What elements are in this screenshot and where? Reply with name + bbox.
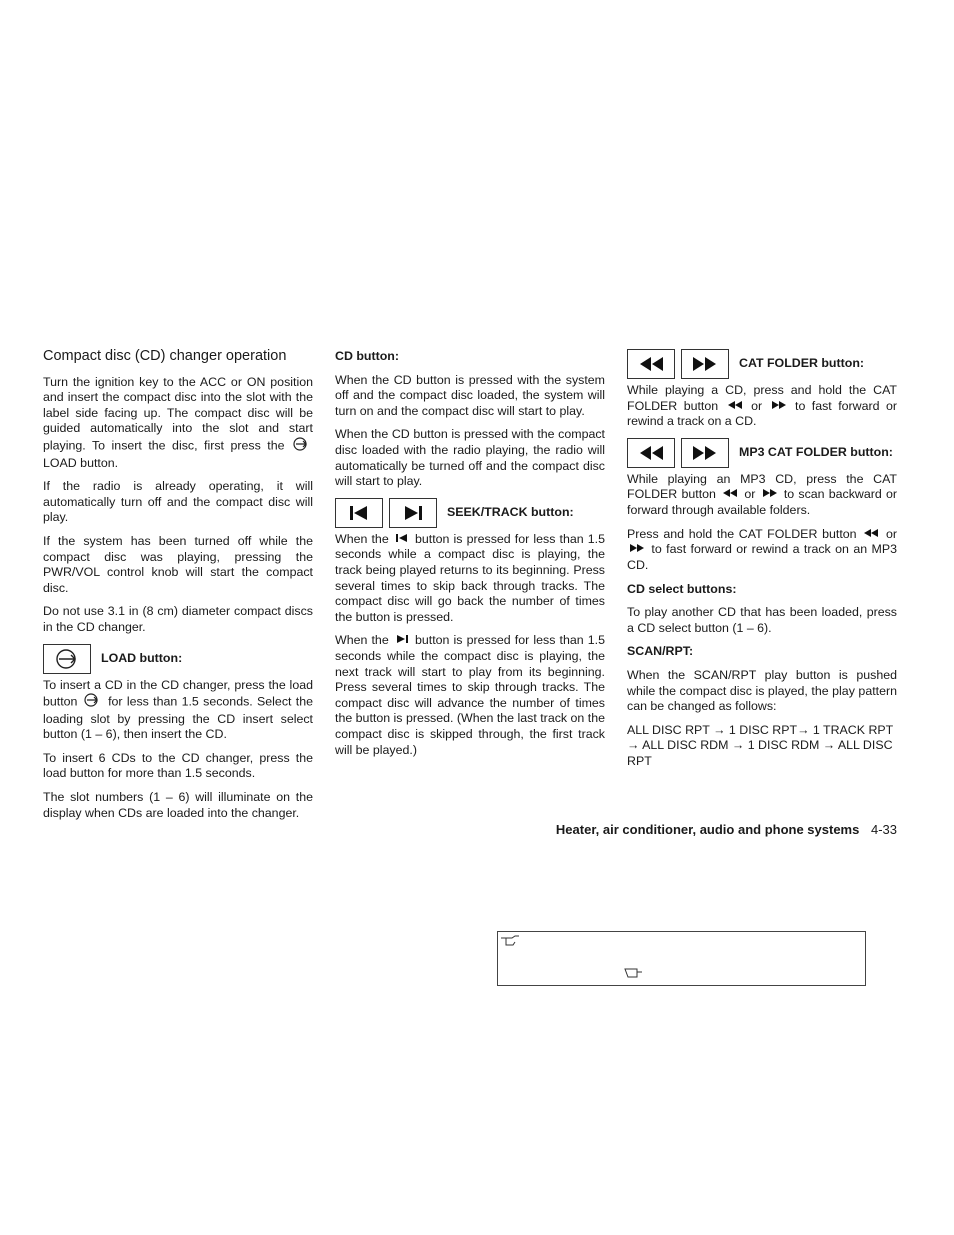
fast-forward-icon: [771, 399, 787, 415]
footer-section-title: Heater, air conditioner, audio and phone systems: [555, 822, 860, 837]
skip-back-icon: [395, 532, 409, 548]
cat-folder-label: CAT FOLDER button:: [739, 356, 865, 371]
seek-button-label: SEEK/TRACK button:: [447, 504, 574, 519]
pointing-hand-icon: [500, 933, 520, 952]
paragraph-insert: Turn the ignition key to the ACC or ON position and insert the compact disc into the slot with the label side facing up. The compact disc will be guided automatically into the slot and start playing. To insert the disc, first press the LOAD button.: [43, 374, 313, 470]
load-icon: [293, 437, 311, 456]
fast-forward-icon: [629, 542, 645, 558]
rewind-icon: [863, 527, 879, 543]
skip-forward-button-image: [389, 498, 437, 528]
paragraph: When the SCAN/RPT play button is pushed while the compact disc is played, the play pattern can be changed as follows:: [627, 668, 897, 714]
paragraph-seek-forward: When the button is pressed for less than 1.5 seconds while the compact disc is playing, the next track will start to play from its beginning. Press several times to skip through tracks. The compact disc will advance the number of times the button is pressed. (When the last track on the compact disc is skipped through, the first track will be played.): [335, 633, 605, 757]
mp3-cat-folder-heading: [627, 438, 897, 468]
column-right: [627, 349, 897, 778]
load-button-image: [43, 644, 91, 674]
load-button-heading: [43, 644, 313, 674]
skip-forward-icon: [395, 633, 409, 649]
paragraph: When the CD button is pressed with the system off and the compact disc loaded, the system will turn on and the compact disc will start to play.: [335, 372, 605, 418]
page-number: 4-33: [870, 822, 897, 837]
cat-folder-heading: [627, 349, 897, 379]
paragraph-mp3-folder: While playing an MP3 CD, press the CAT FOLDER button or to scan backward or forward through available folders.: [627, 471, 897, 518]
paragraph-load: To insert a CD in the CD changer, press the load button for less than 1.5 seconds. Select the loading slot by pressing the CD insert select button (1 – 6), then insert the CD.: [43, 677, 313, 742]
paragraph-seek-back: When the button is pressed for less than 1.5 seconds while a compact disc is playing, the track being played returns to its beginning. Press several times to skip back through tracks. The compact disc will go back the number of times the button is pressed.: [335, 531, 605, 624]
rewind-button-image: [627, 438, 675, 468]
load-button-label: LOAD button:: [101, 650, 183, 665]
paragraph: Do not use 3.1 in (8 cm) diameter compact discs in the CD changer.: [43, 604, 313, 634]
section-title: Compact disc (CD) changer operation: [43, 348, 287, 364]
fast-forward-icon: [762, 487, 778, 503]
paragraph-pattern: ALL DISC RPT → 1 DISC RPT→ 1 TRACK RPT → ALL DISC RDM → 1 DISC RDM → ALL DISC RPT: [627, 722, 894, 768]
load-icon: [84, 693, 102, 712]
paragraph: The slot numbers (1 – 6) will illuminate on the display when CDs are loaded into the changer.: [43, 790, 313, 820]
rewind-icon: [727, 399, 743, 415]
column-left: [43, 349, 313, 829]
paragraph-hold-folder: Press and hold the CAT FOLDER button or to fast forward or rewind a track on an MP3 CD.: [627, 526, 898, 573]
paragraph: If the radio is already operating, it will automatically turn off and the compact disc will play.: [43, 479, 313, 525]
page-footer: [556, 822, 897, 837]
cd-select-heading: CD select buttons:: [627, 581, 737, 596]
paragraph-cat-folder: While playing a CD, press and hold the CAT FOLDER button or to fast forward or rewind a track on a CD.: [627, 383, 897, 429]
paragraph: To insert 6 CDs to the CD changer, press the load button for more than 1.5 seconds.: [43, 750, 313, 781]
rewind-button-image: [627, 349, 675, 379]
scan-rpt-heading: SCAN/RPT:: [627, 644, 694, 659]
paragraph: When the CD button is pressed with the compact disc loaded with the radio playing, the radio will automatically be turned off and the compact disc will start to play.: [335, 427, 605, 489]
pointing-hand-icon: [624, 966, 644, 985]
mp3-cat-folder-label: MP3 CAT FOLDER button:: [739, 445, 893, 460]
fast-forward-button-image: [681, 349, 729, 379]
rewind-icon: [722, 487, 738, 503]
paragraph: If the system has been turned off while the compact disc was playing, pressing the PWR/VOL control knob will start the compact disc.: [43, 533, 313, 595]
paragraph: To play another CD that has been loaded, press a CD select button (1 – 6).: [627, 605, 897, 635]
cd-button-heading: CD button:: [335, 349, 399, 363]
note-box: [497, 931, 866, 986]
fast-forward-button-image: [681, 438, 729, 468]
skip-back-button-image: [335, 498, 383, 528]
seek-button-heading: [335, 498, 605, 528]
column-middle: [335, 349, 605, 766]
